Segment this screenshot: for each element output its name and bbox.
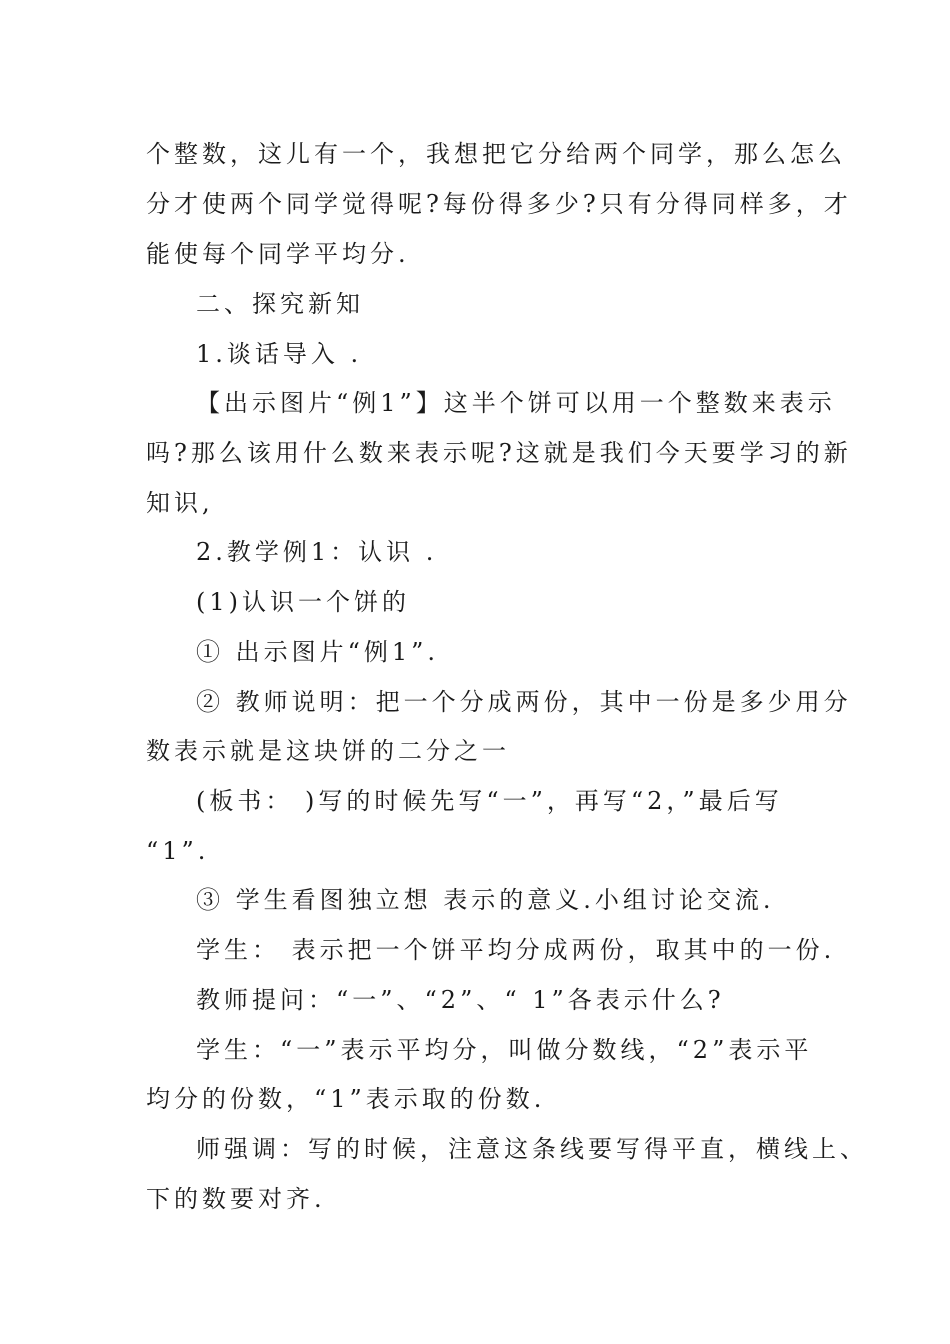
text-line: 学生： 表示把一个饼平均分成两份，取其中的一份.	[196, 936, 836, 964]
text-line: ③ 学生看图独立想 表示的意义.小组讨论交流.	[196, 886, 775, 914]
text-line: 学生：“一”表示平均分，叫做分数线，“2”表示平	[196, 1036, 813, 1064]
text-line: ② 教师说明：把一个分成两份，其中一份是多少用分	[196, 688, 852, 716]
section-heading: 二、探究新知	[196, 290, 364, 318]
text-line: (板书： )写的时候先写“一”，再写“2，”最后写	[196, 787, 783, 815]
text-line: 下的数要对齐.	[146, 1185, 326, 1213]
text-line: 【出示图片“例1”】这半个饼可以用一个整数来表示	[196, 389, 836, 417]
text-line: ① 出示图片“例1”.	[196, 638, 440, 666]
text-line: 个整数，这儿有一个，我想把它分给两个同学，那么怎么	[146, 140, 846, 168]
text-line: (1)认识一个饼的	[196, 588, 410, 616]
text-line: 数表示就是这块饼的二分之一	[146, 737, 510, 765]
text-line: 能使每个同学平均分.	[146, 240, 410, 268]
text-line: 师强调：写的时候，注意这条线要写得平直，横线上、	[196, 1135, 868, 1163]
text-line: 教师提问：“一”、“2”、“ 1”各表示什么?	[196, 986, 725, 1014]
text-line: “1”.	[146, 837, 210, 865]
text-line: 2.教学例1：认识 .	[196, 538, 438, 566]
text-line: 知识,	[146, 489, 214, 517]
text-line: 分才使两个同学觉得呢?每份得多少?只有分得同样多，才	[146, 190, 852, 218]
text-line: 均分的份数，“1”表示取的份数.	[146, 1085, 546, 1113]
text-line: 吗?那么该用什么数来表示呢?这就是我们今天要学习的新	[146, 439, 852, 467]
text-line: 1.谈话导入 .	[196, 340, 363, 368]
